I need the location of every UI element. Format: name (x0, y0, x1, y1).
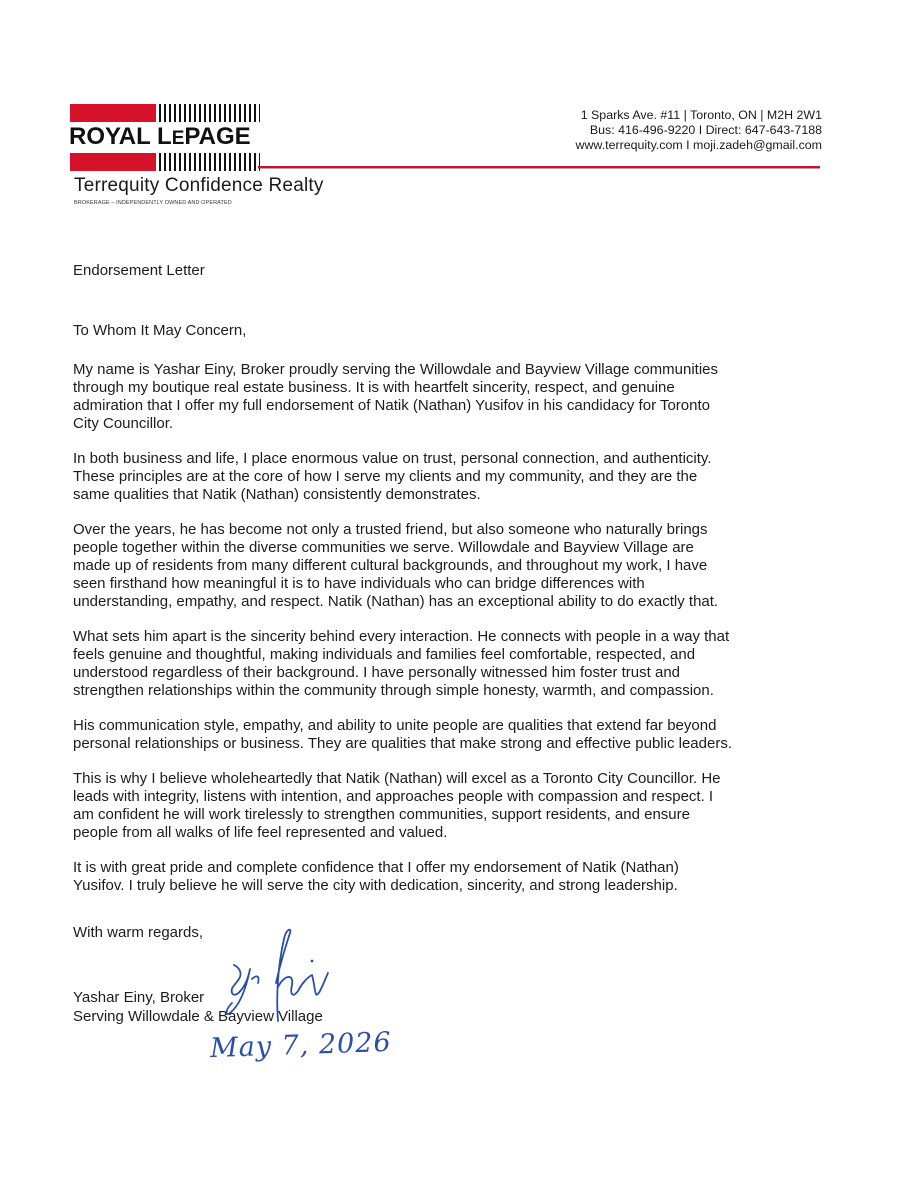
paragraph-1: My name is Yashar Einy, Broker proudly serving the Willowdale and Bayview Village communities through my boutique real estate business. It is with heartfelt sincerity, respect, and genuine admiration that I offer my full endorsement of Natik (Nathan) Yusifov in his candidacy for Toronto City Councillor. (73, 361, 719, 432)
phone-line: Bus: 416-496-9220 I Direct: 647-643-7188 (589, 123, 822, 137)
company-subtitle: BROKERAGE – INDEPENDENTLY OWNED AND OPERATED (74, 200, 232, 206)
logo-bottom-bar (70, 153, 260, 171)
paragraph-5: His communication style, empathy, and ability to unite people are qualities that extend far beyond personal relationships or business. They are qualities that make strong and effective public leaders. (73, 717, 732, 752)
logo-wordmark: ROYAL LEPAGE (69, 123, 251, 150)
closing: With warm regards, (73, 924, 204, 941)
paragraph-6: This is why I believe wholeheartedly that Natik (Nathan) will excel as a Toronto City Councillor. He leads with integrity, listens with intention, and approaches people with compassion and respect. I am confident he will work tirelessly to strengthen communities, support residents, and ensure people from all walks of life feel represented and valued. (73, 770, 721, 841)
address-line: 1 Sparks Ave. #11 | Toronto, ON | M2H 2W1 (580, 108, 822, 122)
royal-lepage-logo (70, 104, 260, 171)
company-name: Terrequity Confidence Realty (74, 175, 324, 196)
paragraph-4: What sets him apart is the sincerity behind every interaction. He connects with people in a way that feels genuine and thoughtful, making individuals and families feel comfortable, respected, and understood regardless of their background. I have personally witnessed him foster trust and strengthen relationships within the community through simple honesty, warmth, and compassion. (73, 628, 730, 699)
signer-title: Serving Willowdale & Bayview Village (73, 1008, 323, 1025)
paragraph-2: In both business and life, I place enormous value on trust, personal connection, and authenticity. These principles are at the core of how I serve my clients and my community, and they are the same qualities that Natik (Nathan) consistently demonstrates. (73, 450, 712, 503)
contact-block (576, 108, 822, 153)
paragraph-3: Over the years, he has become not only a trusted friend, but also someone who naturally brings people together within the diverse communities we serve. Willowdale and Bayview Village are made up of residents from many different cultural backgrounds, and throughout my work, I have seen firsthand how meaningful it is to have individuals who can bridge differences with understanding, empathy, and respect. Natik (Nathan) has an exceptional ability to do exactly that. (73, 521, 719, 610)
salutation: To Whom It May Concern, (73, 322, 247, 339)
letter-title: Endorsement Letter (73, 262, 205, 279)
paragraph-7: It is with great pride and complete confidence that I offer my endorsement of Natik (Nathan) Yusifov. I truly believe he will serve the city with dedication, sincerity, and strong leadership. (73, 859, 679, 894)
web-email-line: www.terrequity.com I moji.zadeh@gmail.com (575, 138, 822, 152)
logo-top-bar (70, 104, 260, 122)
handwritten-date: May 7, 2026 (209, 1026, 393, 1065)
letter-body (73, 361, 773, 912)
signer-name: Yashar Einy, Broker (73, 989, 205, 1006)
